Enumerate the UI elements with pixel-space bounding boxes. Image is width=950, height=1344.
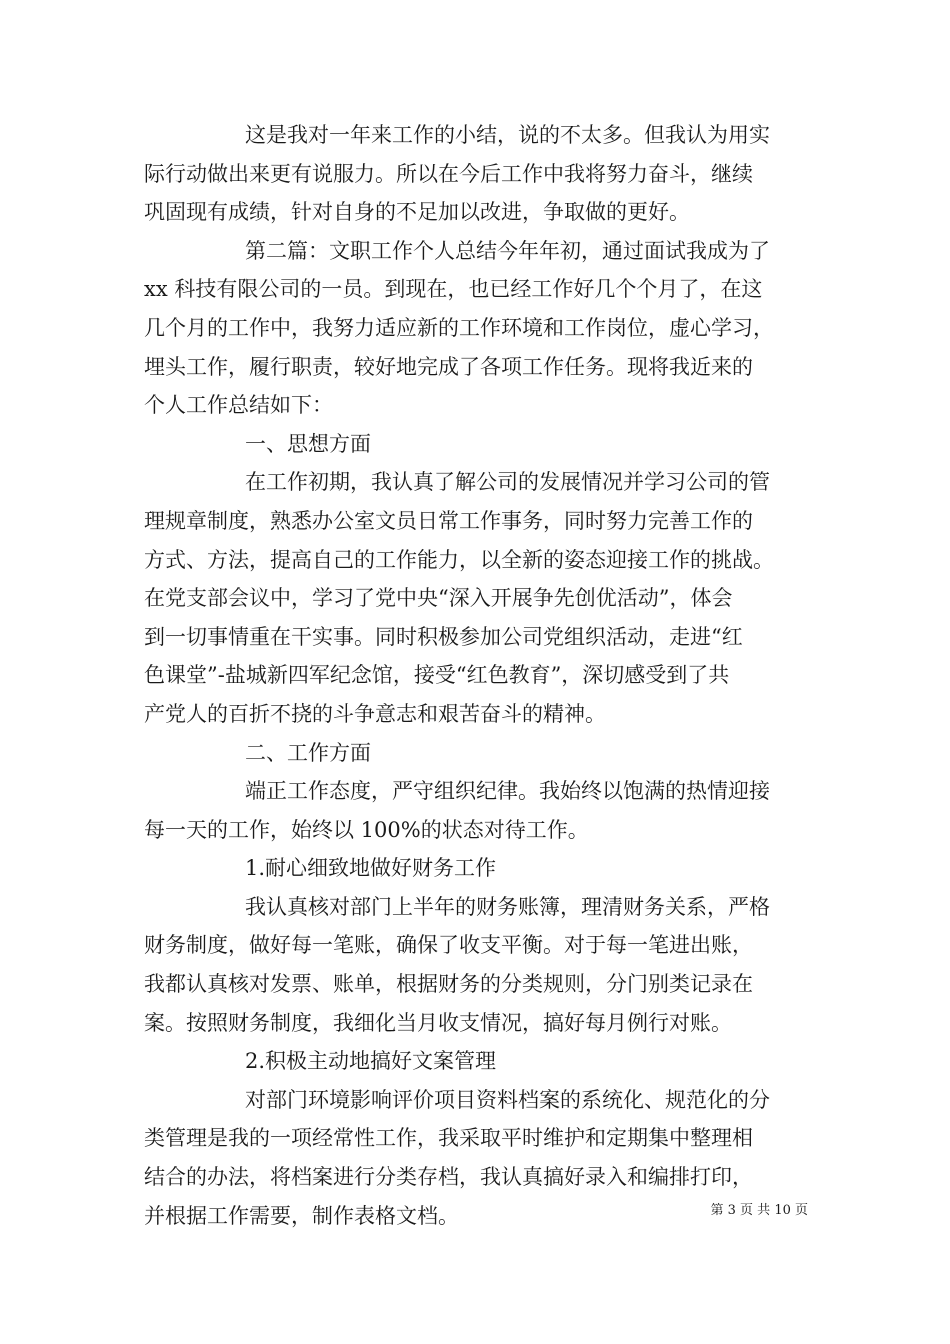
page-number-footer: 第 3 页 共 10 页 (710, 1203, 808, 1218)
text-line: 类管理是我的一项经常性工作，我采取平时维护和定期集中整理相 (144, 1126, 753, 1151)
text-line: 在工作初期，我认真了解公司的发展情况并学习公司的管 (245, 470, 770, 495)
text-line: 几个月的工作中，我努力适应新的工作环境和工作岗位，虚心学习， (144, 315, 774, 340)
text-line: 二、工作方面 (245, 740, 371, 765)
text-line: 我都认真核对发票、账单，根据财务的分类规则，分门别类记录在 (144, 972, 753, 997)
text-line: 我认真核对部门上半年的财务账簿，理清财务关系，严格 (245, 894, 770, 919)
text-line: 埋头工作，履行职责，较好地完成了各项工作任务。现将我近来的 (144, 354, 753, 379)
text-line: 个人工作总结如下： (144, 393, 333, 418)
text-line: 方式、方法，提高自己的工作能力，以全新的姿态迎接工作的挑战。 (144, 547, 774, 572)
text-line: 对部门环境影响评价项目资料档案的系统化、规范化的分 (245, 1087, 770, 1112)
text-line: 案。按照财务制度，我细化当月收支情况，搞好每月例行对账。 (144, 1010, 732, 1035)
text-line: 际行动做出来更有说服力。所以在今后工作中我将努力奋斗，继续 (144, 161, 753, 186)
text-line: 色课堂”-盐城新四军纪念馆，接受“红色教育”，深切感受到了共 (144, 663, 730, 688)
text-line: 理规章制度，熟悉办公室文员日常工作事务，同时努力完善工作的 (144, 508, 753, 533)
text-line: xx 科技有限公司的一员。到现在，也已经工作好几个个月了，在这 (144, 277, 763, 302)
text-line: 在党支部会议中，学习了党中央“深入开展争先创优活动”，体会 (144, 586, 733, 611)
text-line: 一、思想方面 (245, 431, 371, 456)
text-line: 端正工作态度，严守组织纪律。我始终以饱满的热情迎接 (245, 779, 770, 804)
text-line: 第二篇：文职工作个人总结今年年初，通过面试我成为了 (245, 238, 770, 263)
text-line: 产党人的百折不挠的斗争意志和艰苦奋斗的精神。 (144, 701, 606, 726)
text-line: 并根据工作需要，制作表格文档。 (144, 1203, 459, 1228)
text-line: 到一切事情重在干实事。同时积极参加公司党组织活动，走进“红 (144, 624, 743, 649)
text-line: 财务制度，做好每一笔账，确保了收支平衡。对于每一笔进出账， (144, 933, 753, 958)
text-line: 2.积极主动地搞好文案管理 (245, 1049, 497, 1074)
document-body (144, 116, 808, 1235)
text-line: 巩固现有成绩，针对自身的不足加以改进，争取做的更好。 (144, 200, 690, 225)
text-line: 结合的办法，将档案进行分类存档，我认真搞好录入和编排打印， (144, 1165, 753, 1190)
text-line: 1.耐心细致地做好财务工作 (245, 856, 497, 881)
text-line: 每一天的工作，始终以 100%的状态对待工作。 (144, 817, 589, 842)
text-line: 这是我对一年来工作的小结，说的不太多。但我认为用实 (245, 123, 770, 147)
